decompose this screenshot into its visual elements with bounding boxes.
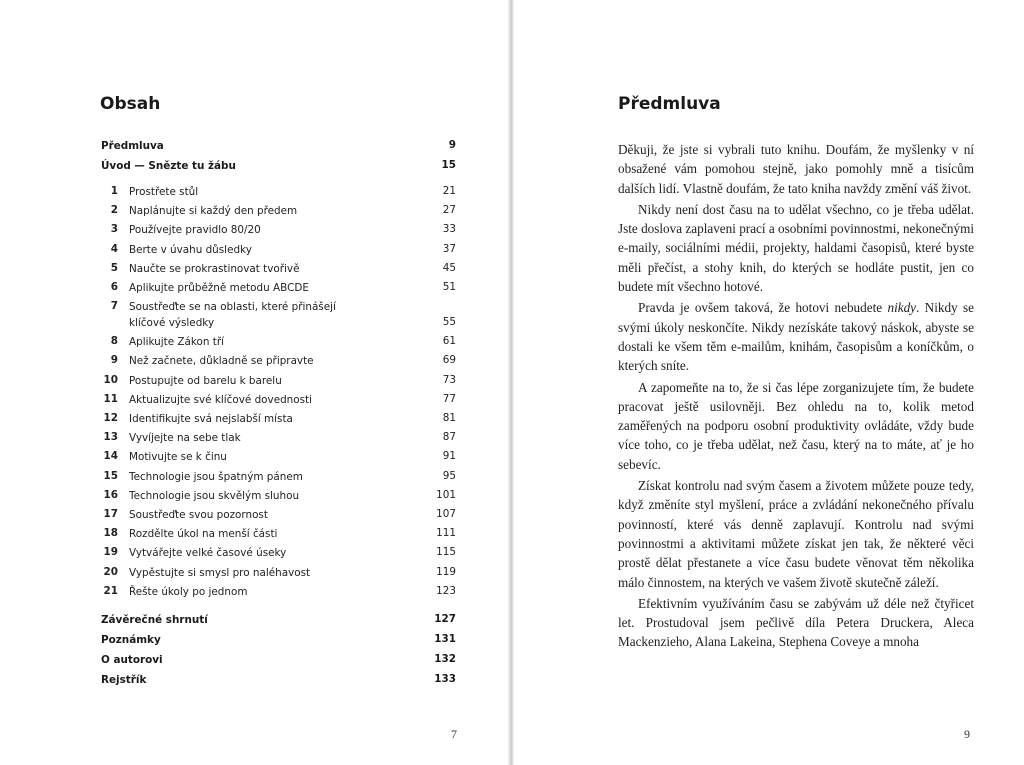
toc-entry-page: 133	[434, 673, 456, 685]
toc-entry-page: 131	[434, 633, 456, 645]
toc-chapter-number: 14	[103, 450, 118, 463]
toc-entry-title: Vypěstujte si smysl pro naléhavost	[129, 566, 311, 579]
toc-chapter-number: 2	[110, 204, 118, 217]
toc-entry-page: 87	[442, 431, 456, 444]
toc-chapter-number: 5	[110, 261, 118, 274]
toc-entry-title: Naplánujte si každý den předem	[129, 205, 298, 218]
paragraph: Děkuji, že jste si vybrali tuto knihu. Doufám, že myšlenky v ní obsažené vám pomohou stejně, jako pomohly mně a tisícům dalších lidí. Vlastně doufám, že tato kniha navždy změní váš život.	[618, 142, 974, 196]
toc-entry-page: 119	[436, 565, 456, 578]
toc-heading: Obsah	[100, 94, 161, 114]
toc-entry-page: 55	[442, 316, 456, 329]
paragraph: Efektivním využíváním času se zabývám už déle než čtyřicet let. Prostudoval jsem pečlivě díla Petera Druckera, Aleca Mackenzieho, Alana Lakeina, Stephena Coveye a mnoha	[618, 595, 974, 650]
toc-entry-page: 15	[441, 159, 456, 171]
preface-text	[618, 140, 974, 652]
toc-chapter-number: 21	[103, 584, 118, 597]
toc-chapter-number: 9	[110, 354, 118, 367]
toc-entry-title: Úvod — Snězte tu žábu	[101, 160, 236, 172]
toc-entry-title: Naučte se prokrastinovat tvořivě	[129, 262, 300, 275]
toc-entry-title: Vytvářejte velké časové úseky	[129, 547, 287, 560]
toc-entry-page: 111	[436, 527, 456, 540]
toc-entry-page: 107	[436, 508, 456, 520]
toc-entry-page: 69	[442, 354, 456, 367]
toc-entry-page: 37	[442, 242, 456, 255]
toc-entry-title: Technologie jsou špatným pánem	[129, 470, 303, 483]
toc-entry-title: O autorovi	[101, 654, 163, 666]
toc-entry-page: 9	[448, 139, 456, 151]
toc-entry-page: 115	[436, 546, 456, 559]
preface-heading: Předmluva	[618, 94, 721, 114]
toc-chapter-number: 19	[103, 546, 118, 559]
right-page	[514, 0, 1024, 765]
toc-entry-page: 33	[442, 223, 456, 236]
toc-entry-page: 127	[434, 613, 456, 625]
toc-entry-title: Prostřete stůl	[129, 186, 199, 198]
toc-chapter-number: 15	[103, 469, 118, 482]
toc-entry-page: 95	[442, 469, 456, 482]
toc-chapter-number: 18	[103, 527, 118, 540]
toc-entry-title: Technologie jsou skvělým sluhou	[129, 489, 300, 502]
paragraph: Nikdy není dost času na to udělat všechno, co je třeba udělat. Jste doslova zaplaveni prací a osobními povinnostmi, nekonečnými e-maily, sociálními médii, projekty, haldami časopisů, které byste měli přečíst, a stohy knih, do kterých se hodláte pustit, jen co budete mít všechno hotové.	[618, 201, 974, 295]
toc-chapter-number: 10	[103, 373, 118, 386]
toc-entry-page: 73	[442, 373, 456, 386]
paragraph: A zapomeňte na to, že si čas lépe zorganizujete tím, že budete pracovat ještě usilovněji. Bez ohledu na to, kolik metod zaměřených na podporu osobní produktivity ovládáte, vždy bude více toho, co je třeba udělat, než času, který na to máte, ať je ho sebevíc.	[618, 379, 974, 472]
toc-entry-title: Aplikujte Zákon tří	[129, 336, 225, 349]
toc-entry-page: 61	[442, 335, 456, 348]
toc-entry-title: Aktualizujte své klíčové dovednosti	[129, 393, 312, 406]
toc-chapter-number: 7	[110, 300, 118, 313]
toc-entry-page: 101	[436, 488, 456, 501]
paragraph: Pravda je ovšem taková, že hotovi nebudete nikdy. Nikdy se svými úkoly neskončíte. Nikdy nezískáte takový náskok, abyste se dostali ke všem těm e-mailům, knihám, časopisům a koníčkům, o kterých sníte.	[618, 300, 974, 374]
toc-chapter-number: 1	[110, 185, 118, 197]
toc-entry-page: 123	[436, 584, 456, 597]
toc-entry-title: Předmluva	[101, 140, 164, 152]
emphasis: nikdy	[887, 300, 917, 316]
toc-chapter-number: 8	[110, 335, 118, 348]
toc-chapter-number: 17	[103, 508, 118, 520]
toc-entry-page: 81	[442, 412, 456, 424]
toc-entry-title: Používejte pravidlo 80/20	[129, 224, 261, 237]
toc-entry-page: 21	[442, 185, 456, 197]
toc-entry-title: Vyvíjejte na sebe tlak	[129, 432, 241, 445]
toc-entry-title: Rozdělte úkol na menší části	[129, 528, 278, 541]
toc-entry-title: Aplikujte průběžně metodu ABCDE	[129, 282, 309, 294]
toc-entry-page: 91	[442, 450, 456, 463]
toc-chapter-number: 12	[103, 412, 118, 424]
toc-entry-title: Závěrečné shrnutí	[101, 614, 208, 626]
page-number: 7	[451, 727, 457, 741]
toc-chapter-number: 11	[103, 392, 118, 405]
toc-entry-title: Než začnete, důkladně se připravte	[129, 355, 314, 368]
toc-entry-title: Identifikujte svá nejslabší místa	[129, 413, 293, 425]
paragraph: Získat kontrolu nad svým časem a životem můžete pouze tedy, když změníte styl myšlení, práce a zvládání nekonečného přívalu povinností, které vás denně zaplavují. Kontrolu nad svými povinnostmi a aktivitami můžete získat jen tak, že některé věci prostě dělat přestanete a více času budete věnovat těm několika málo činnostem, na kterých ve vašem životě skutečně záleží.	[618, 478, 974, 590]
toc-entry-title: Soustřeďte svou pozornost	[129, 509, 268, 521]
toc-entry-page: 27	[442, 204, 456, 217]
left-page	[0, 0, 510, 765]
toc-chapter-number: 20	[103, 565, 118, 578]
toc-entry-title: Motivujte se k činu	[129, 451, 227, 464]
toc-entry-page: 77	[442, 392, 456, 405]
toc-entry-page: 45	[442, 261, 456, 274]
toc-entry-title: Poznámky	[101, 634, 161, 646]
toc-entry-title: Řešte úkoly po jednom	[129, 585, 248, 598]
toc-chapter-number: 16	[103, 488, 118, 501]
toc-entry-page: 132	[434, 653, 456, 665]
toc-entry-title: Berte v úvahu důsledky	[129, 243, 252, 256]
toc-chapter-number: 13	[103, 431, 118, 444]
toc-chapter-number: 6	[110, 281, 118, 293]
toc-chapter-number: 4	[110, 242, 118, 255]
toc-entry-page: 51	[442, 281, 456, 293]
toc-chapter-number: 3	[110, 223, 118, 236]
toc-entry-title: Rejstřík	[101, 674, 147, 686]
toc-entry-title: Postupujte od barelu k barelu	[129, 374, 282, 387]
toc-entry-title: Soustřeďte se na oblasti, které přinášejí klíčové výsledky	[129, 301, 336, 329]
page-number: 9	[964, 727, 970, 741]
